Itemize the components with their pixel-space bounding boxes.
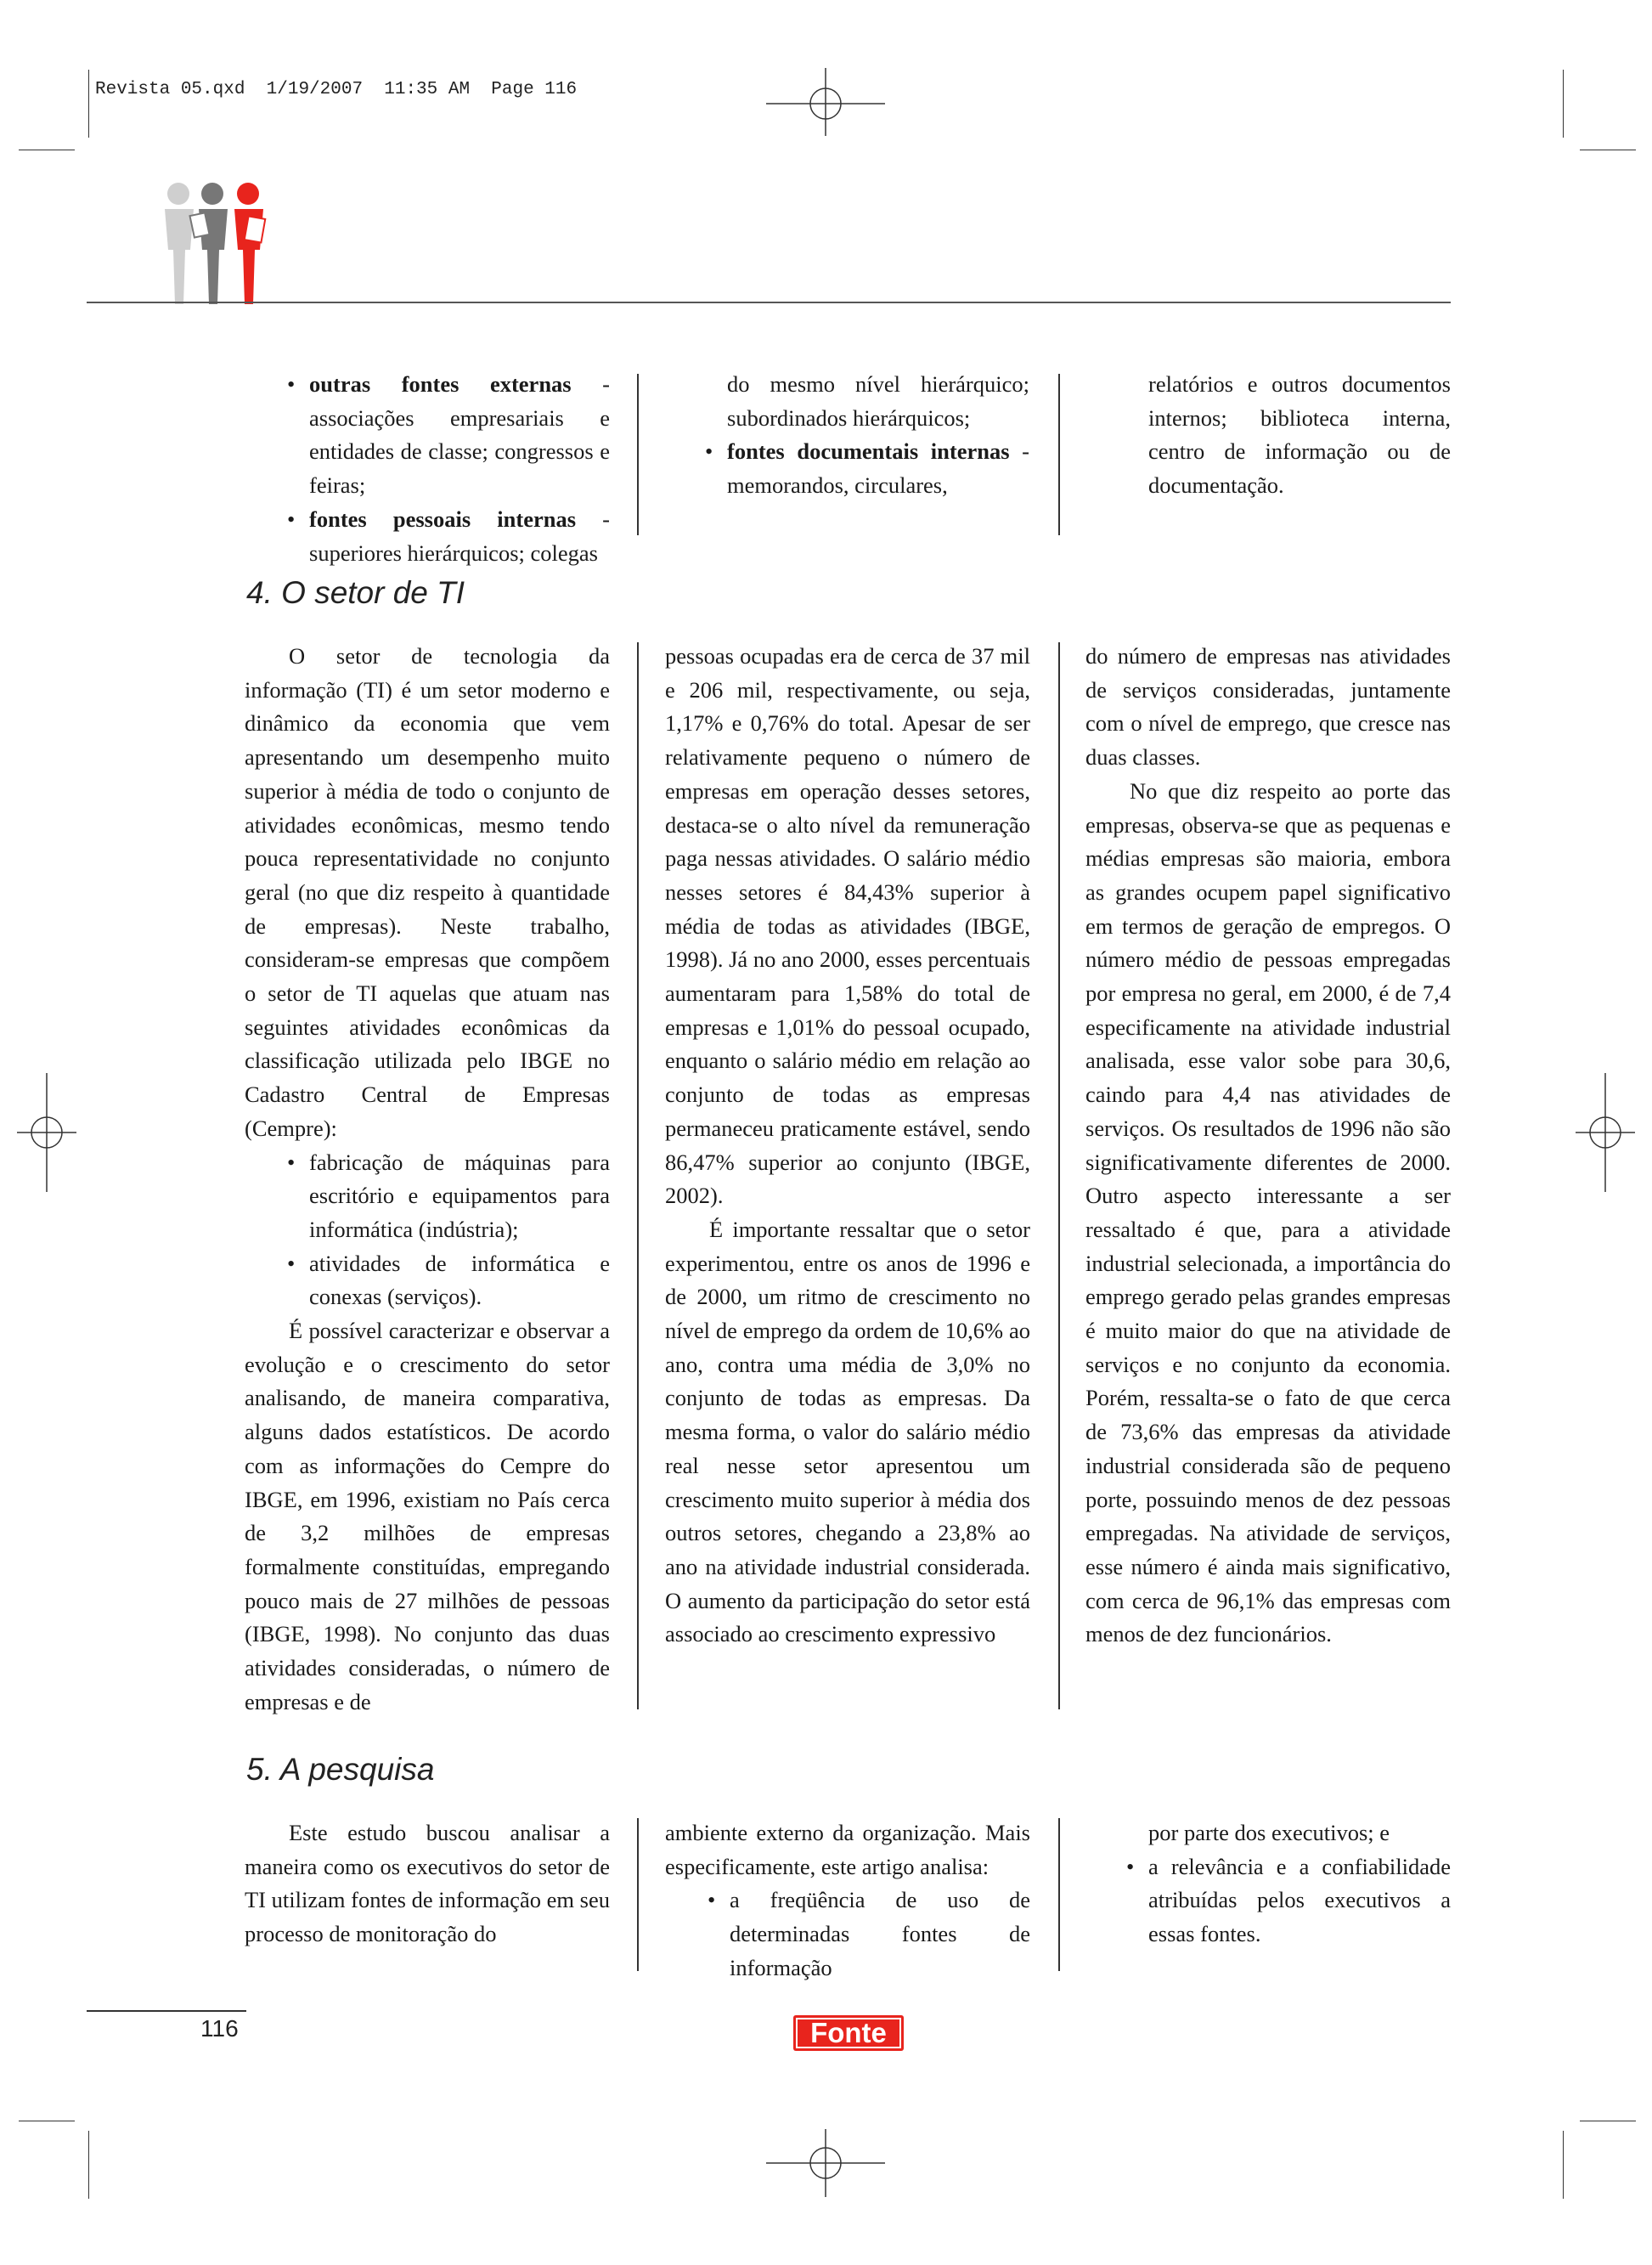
paragraph: pessoas ocupadas era de cerca de 37 mil e 206 mil, respectivamente, ou seja, 1,17% e 0,76% do total. Apesar de ser relativamente pequeno o número de empresas em operação desses setores, destaca-se o alto nível da remuneração paga nessas atividades. O salário médio nesses setores é 84,43% superior à média de todas as atividades (IBGE, 1998). Já no ano 2000, esses percentuais aumentaram para 1,58% do total de empresas e 1,01% do pessoal ocupado, enquanto o salário médio em relação ao conjunto de todas as empresas permaneceu praticamente estável, sendo 86,47% superior ao conjunto (IBGE, 2002). <box>665 643 1030 1209</box>
section5-col-3 <box>1126 1816 1451 1952</box>
section5-col-1 <box>245 1816 610 1952</box>
column-rule <box>1058 374 1060 535</box>
section-heading-5: 5. A pesquisa <box>246 1752 435 1787</box>
paragraph: relatórios e outros documentos internos; biblioteca interna, centro de informação ou de documentação. <box>1148 371 1451 499</box>
section5-col-2 <box>665 1816 1030 1985</box>
top-col-2 <box>705 368 1029 503</box>
list-item: • a freqüência de uso de determinadas fontes de informação <box>708 1887 1030 1980</box>
paragraph: ambiente externo da organização. Mais especificamente, este artigo analisa: <box>665 1820 1030 1879</box>
list-item: • fontes pessoais internas - superiores hierárquicos; colegas <box>287 506 611 566</box>
section-heading-4: 4. O setor de TI <box>246 575 465 610</box>
top-col-3 <box>1148 368 1451 503</box>
column-rule <box>1058 642 1060 1709</box>
paragraph: Este estudo buscou analisar a maneira como os executivos do setor de TI utilizam fontes de informação em seu processo de monitoração do <box>245 1820 610 1947</box>
header-rule <box>87 302 1451 303</box>
list-item: • atividades de informática e conexas (serviços). <box>287 1250 610 1310</box>
section4-col-3 <box>1085 640 1451 1652</box>
section4-col-2 <box>665 640 1030 1652</box>
paragraph: por parte dos executivos; e <box>1148 1820 1390 1845</box>
list-item: • fontes documentais internas - memorandos, circulares, <box>705 438 1030 499</box>
section4-col-1 <box>245 640 610 1720</box>
top-col-1 <box>287 368 610 570</box>
fonte-logo: Fonte <box>793 2015 904 2051</box>
paragraph: do mesmo nível hierárquico; subordinados hierárquicos; <box>727 371 1029 431</box>
page-number: 116 <box>200 2015 239 2042</box>
column-rule <box>637 374 639 535</box>
paragraph: do número de empresas nas atividades de serviços consideradas, juntamente com o nível de emprego, que cresce nas duas classes. <box>1085 643 1451 771</box>
paragraph: É importante ressaltar que o setor experimentou, entre os anos de 1996 e de 2000, um ritmo de crescimento no nível de emprego da ordem de 10,6% ao ano, contra uma média de 3,0% no conjunto de todas as empresas. Da mesma forma, o valor do salário médio real nesse setor apresentou um crescimento muito superior à média dos outros setores, chegando a 23,8% ao ano na atividade industrial considerada. O aumento da participação do setor está associado ao crescimento expressivo <box>665 1216 1030 1647</box>
paragraph: No que diz respeito ao porte das empresas, observa-se que as pequenas e médias empresas são maioria, embora as grandes ocupem papel significativo em termos de geração de empregos. O número médio de pessoas empregadas por empresa no geral, em 2000, é de 7,4 especificamente na atividade industrial analisada, esse valor sobe para 30,6, caindo para 4,4 nas atividades de serviços. Os resultados de 1996 não são significativamente diferentes de 2000. Outro aspecto interessante a ser ressaltado é que, para a atividade industrial selecionada, a importância do emprego gerado pelas grandes empresas é muito maior do que na atividade de serviços e no conjunto da economia. Porém, ressalta-se o fato de que cerca de 73,6% das empresas da atividade industrial considerada são de pequeno porte, possuindo menos de dez pessoas empregadas. Na atividade de serviços, esse número é ainda mais significativo, com cerca de 96,1% das empresas com menos de dez funcionários. <box>1085 777 1451 1647</box>
column-rule <box>637 1818 639 1971</box>
column-rule <box>1058 1818 1060 1971</box>
footer-rule <box>87 2010 246 2012</box>
list-item: • outras fontes externas - associações empresariais e entidades de classe; congressos e feiras; <box>287 371 611 499</box>
list-item: • a relevância e a confiabilidade atribuídas pelos executivos a essas fontes. <box>1126 1853 1451 1947</box>
paragraph: É possível caracterizar e observar a evolução e o crescimento do setor analisando, de maneira comparativa, alguns dados estatísticos. De acordo com as informações do Cempre do IBGE, em 1996, existiam no País cerca de 3,2 milhões de empresas formalmente constituídas, empregando pouco mais de 27 milhões de pessoas (IBGE, 1998). No conjunto das duas atividades consideradas, o número de empresas e de <box>245 1318 610 1714</box>
column-rule <box>637 642 639 1709</box>
paragraph: O setor de tecnologia da informação (TI) é um setor moderno e dinâmico da economia que vem apresentando um desempenho muito superior à média de todo o conjunto de atividades econômicas, mesmo tendo pouca representatividade no conjunto geral (no que diz respeito à quantidade de empresas). Neste trabalho, consideram-se empresas que compõem o setor de TI aquelas que atuam nas seguintes atividades econômicas da classificação utilizada pelo IBGE no Cadastro Central de Empresas (Cempre): <box>245 643 610 1141</box>
slug-line: Revista 05.qxd 1/19/2007 11:35 AM Page 116 <box>95 80 578 99</box>
people-logo-icon <box>158 180 285 306</box>
list-item: • fabricação de máquinas para escritório e equipamentos para informática (indústria); <box>287 1149 610 1242</box>
